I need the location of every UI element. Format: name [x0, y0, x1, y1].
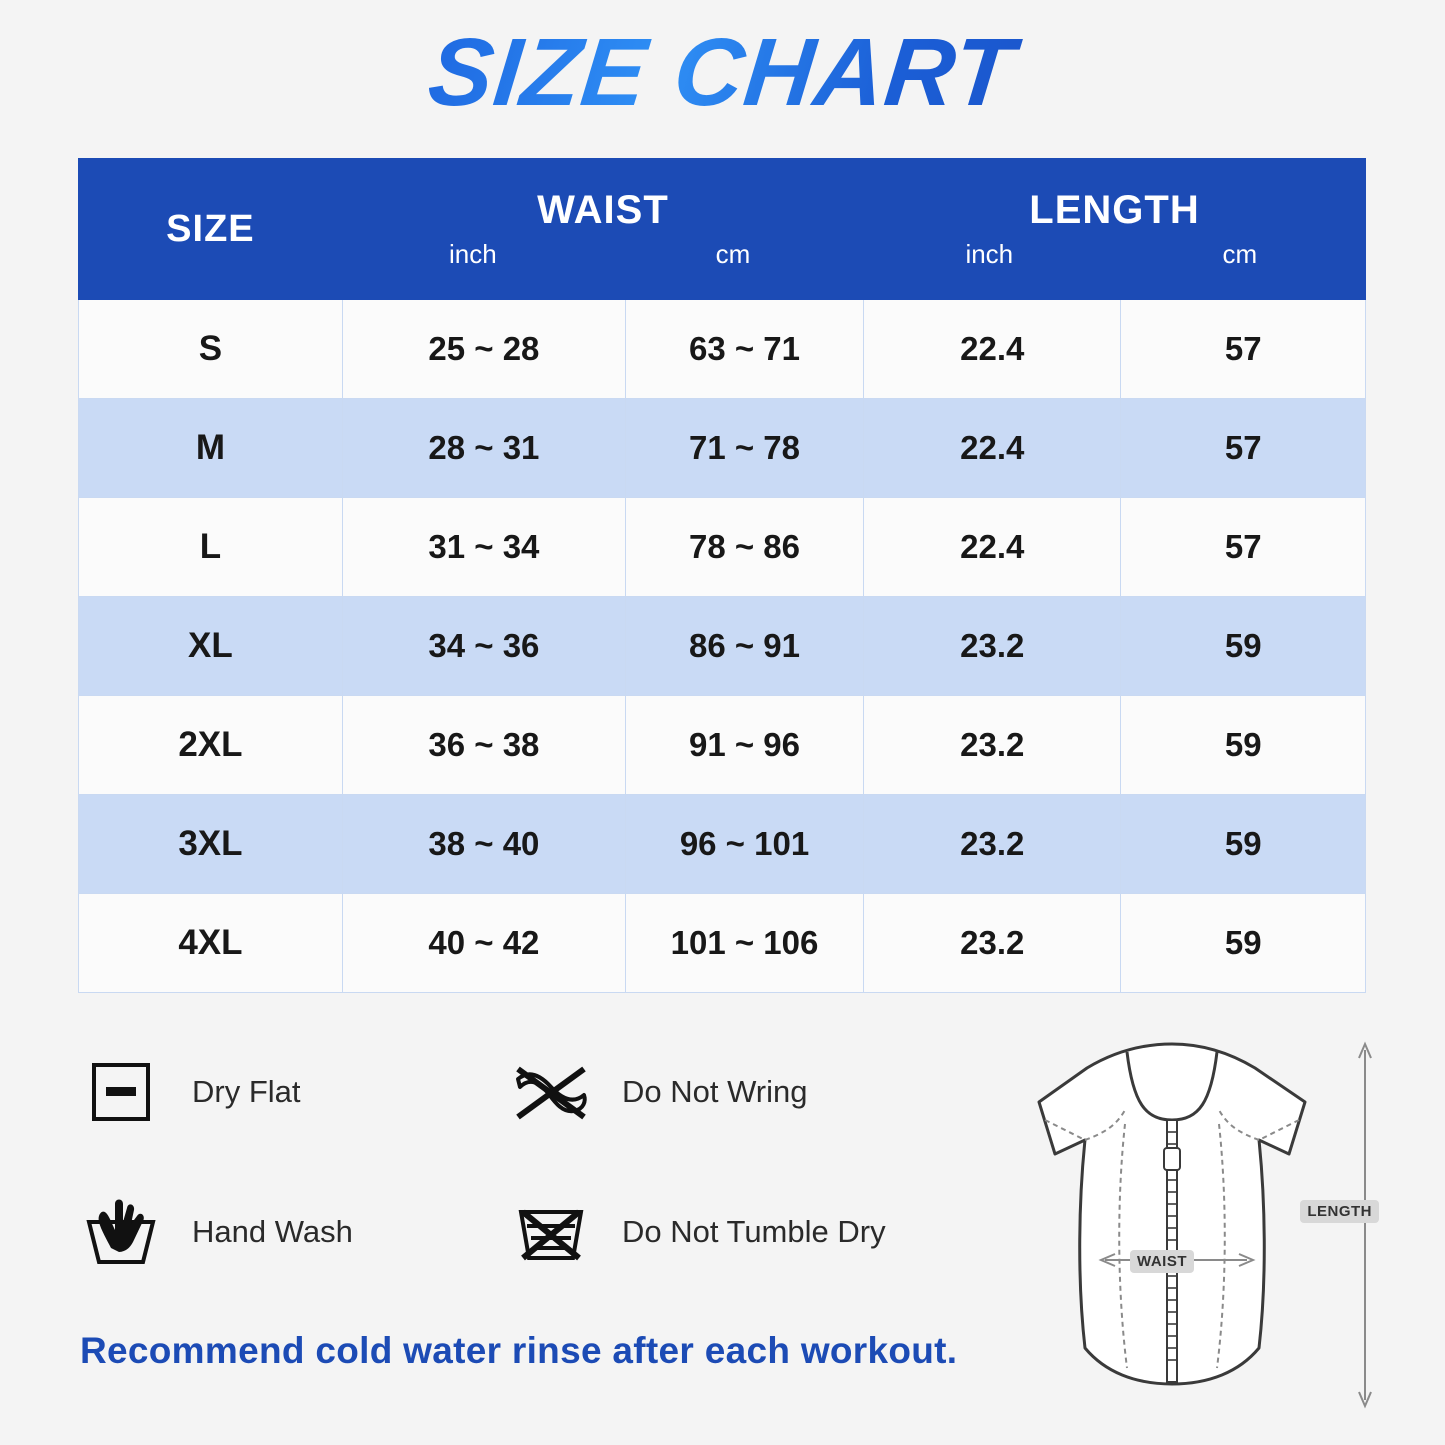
- care-item-dry-flat: [78, 1052, 508, 1132]
- garment-illustration: [967, 1028, 1387, 1428]
- table-row: [79, 498, 1366, 597]
- cell-length-inch: 23.2: [864, 795, 1121, 894]
- cell-length-inch: 22.4: [864, 399, 1121, 498]
- cell-length-cm: 59: [1121, 894, 1366, 993]
- table-row: [79, 399, 1366, 498]
- cell-size: 3XL: [79, 795, 343, 894]
- cell-length-cm: 59: [1121, 696, 1366, 795]
- waist-measure-tag: WAIST: [1130, 1250, 1194, 1273]
- cell-size: 2XL: [79, 696, 343, 795]
- cell-waist-cm: 71 ~ 78: [625, 399, 863, 498]
- cell-waist-inch: 25 ~ 28: [342, 300, 625, 399]
- header-waist: [342, 159, 863, 300]
- cell-length-inch: 23.2: [864, 894, 1121, 993]
- cell-waist-inch: 36 ~ 38: [342, 696, 625, 795]
- cell-length-inch: 22.4: [864, 300, 1121, 399]
- header-length-label: LENGTH: [1029, 188, 1200, 232]
- table-header: [79, 159, 1366, 300]
- care-label: Do Not Wring: [622, 1074, 808, 1109]
- cell-size: S: [79, 300, 343, 399]
- cell-size: XL: [79, 597, 343, 696]
- cell-length-inch: 23.2: [864, 696, 1121, 795]
- header-waist-label: WAIST: [537, 188, 669, 232]
- cell-waist-cm: 91 ~ 96: [625, 696, 863, 795]
- cell-size: M: [79, 399, 343, 498]
- cell-size: 4XL: [79, 894, 343, 993]
- size-chart-table-wrapper: [78, 158, 1366, 993]
- cell-length-cm: 57: [1121, 300, 1366, 399]
- care-label: Do Not Tumble Dry: [622, 1214, 886, 1249]
- header-length: [864, 159, 1366, 300]
- care-label: Hand Wash: [192, 1214, 353, 1249]
- page-title: SIZE CHART: [0, 0, 1445, 128]
- cell-waist-inch: 31 ~ 34: [342, 498, 625, 597]
- cell-waist-inch: 38 ~ 40: [342, 795, 625, 894]
- cell-waist-inch: 28 ~ 31: [342, 399, 625, 498]
- length-measure-tag: LENGTH: [1300, 1200, 1379, 1223]
- cell-length-cm: 59: [1121, 597, 1366, 696]
- table-row: [79, 696, 1366, 795]
- table-body: [79, 300, 1366, 993]
- do-not-tumble-dry-icon: [508, 1192, 594, 1272]
- cell-size: L: [79, 498, 343, 597]
- dry-flat-icon: [78, 1052, 164, 1132]
- care-instructions: [78, 1052, 958, 1332]
- table-row: [79, 597, 1366, 696]
- garment-svg: [967, 1028, 1387, 1428]
- header-size: SIZE: [79, 159, 343, 300]
- care-item-hand-wash: [78, 1192, 508, 1272]
- cell-waist-cm: 96 ~ 101: [625, 795, 863, 894]
- cell-length-cm: 59: [1121, 795, 1366, 894]
- recommendation-note: Recommend cold water rinse after each workout.: [80, 1330, 958, 1371]
- cell-length-inch: 23.2: [864, 597, 1121, 696]
- table-row: [79, 795, 1366, 894]
- cell-length-inch: 22.4: [864, 498, 1121, 597]
- table-row: [79, 300, 1366, 399]
- header-waist-unit-inch: inch: [449, 239, 497, 269]
- cell-waist-cm: 86 ~ 91: [625, 597, 863, 696]
- cell-length-cm: 57: [1121, 498, 1366, 597]
- do-not-wring-icon: [508, 1052, 594, 1132]
- header-waist-unit-cm: cm: [715, 239, 751, 269]
- cell-waist-cm: 101 ~ 106: [625, 894, 863, 993]
- size-chart-table: [78, 158, 1366, 993]
- header-length-unit-cm: cm: [1222, 239, 1258, 269]
- care-label: Dry Flat: [192, 1074, 301, 1109]
- care-item-do-not-tumble-dry: [508, 1192, 938, 1272]
- cell-waist-inch: 40 ~ 42: [342, 894, 625, 993]
- cell-waist-cm: 78 ~ 86: [625, 498, 863, 597]
- cell-waist-cm: 63 ~ 71: [625, 300, 863, 399]
- table-row: [79, 894, 1366, 993]
- header-length-unit-inch: inch: [965, 239, 1014, 269]
- cell-length-cm: 57: [1121, 399, 1366, 498]
- cell-waist-inch: 34 ~ 36: [342, 597, 625, 696]
- care-item-do-not-wring: [508, 1052, 938, 1132]
- hand-wash-icon: [78, 1192, 164, 1272]
